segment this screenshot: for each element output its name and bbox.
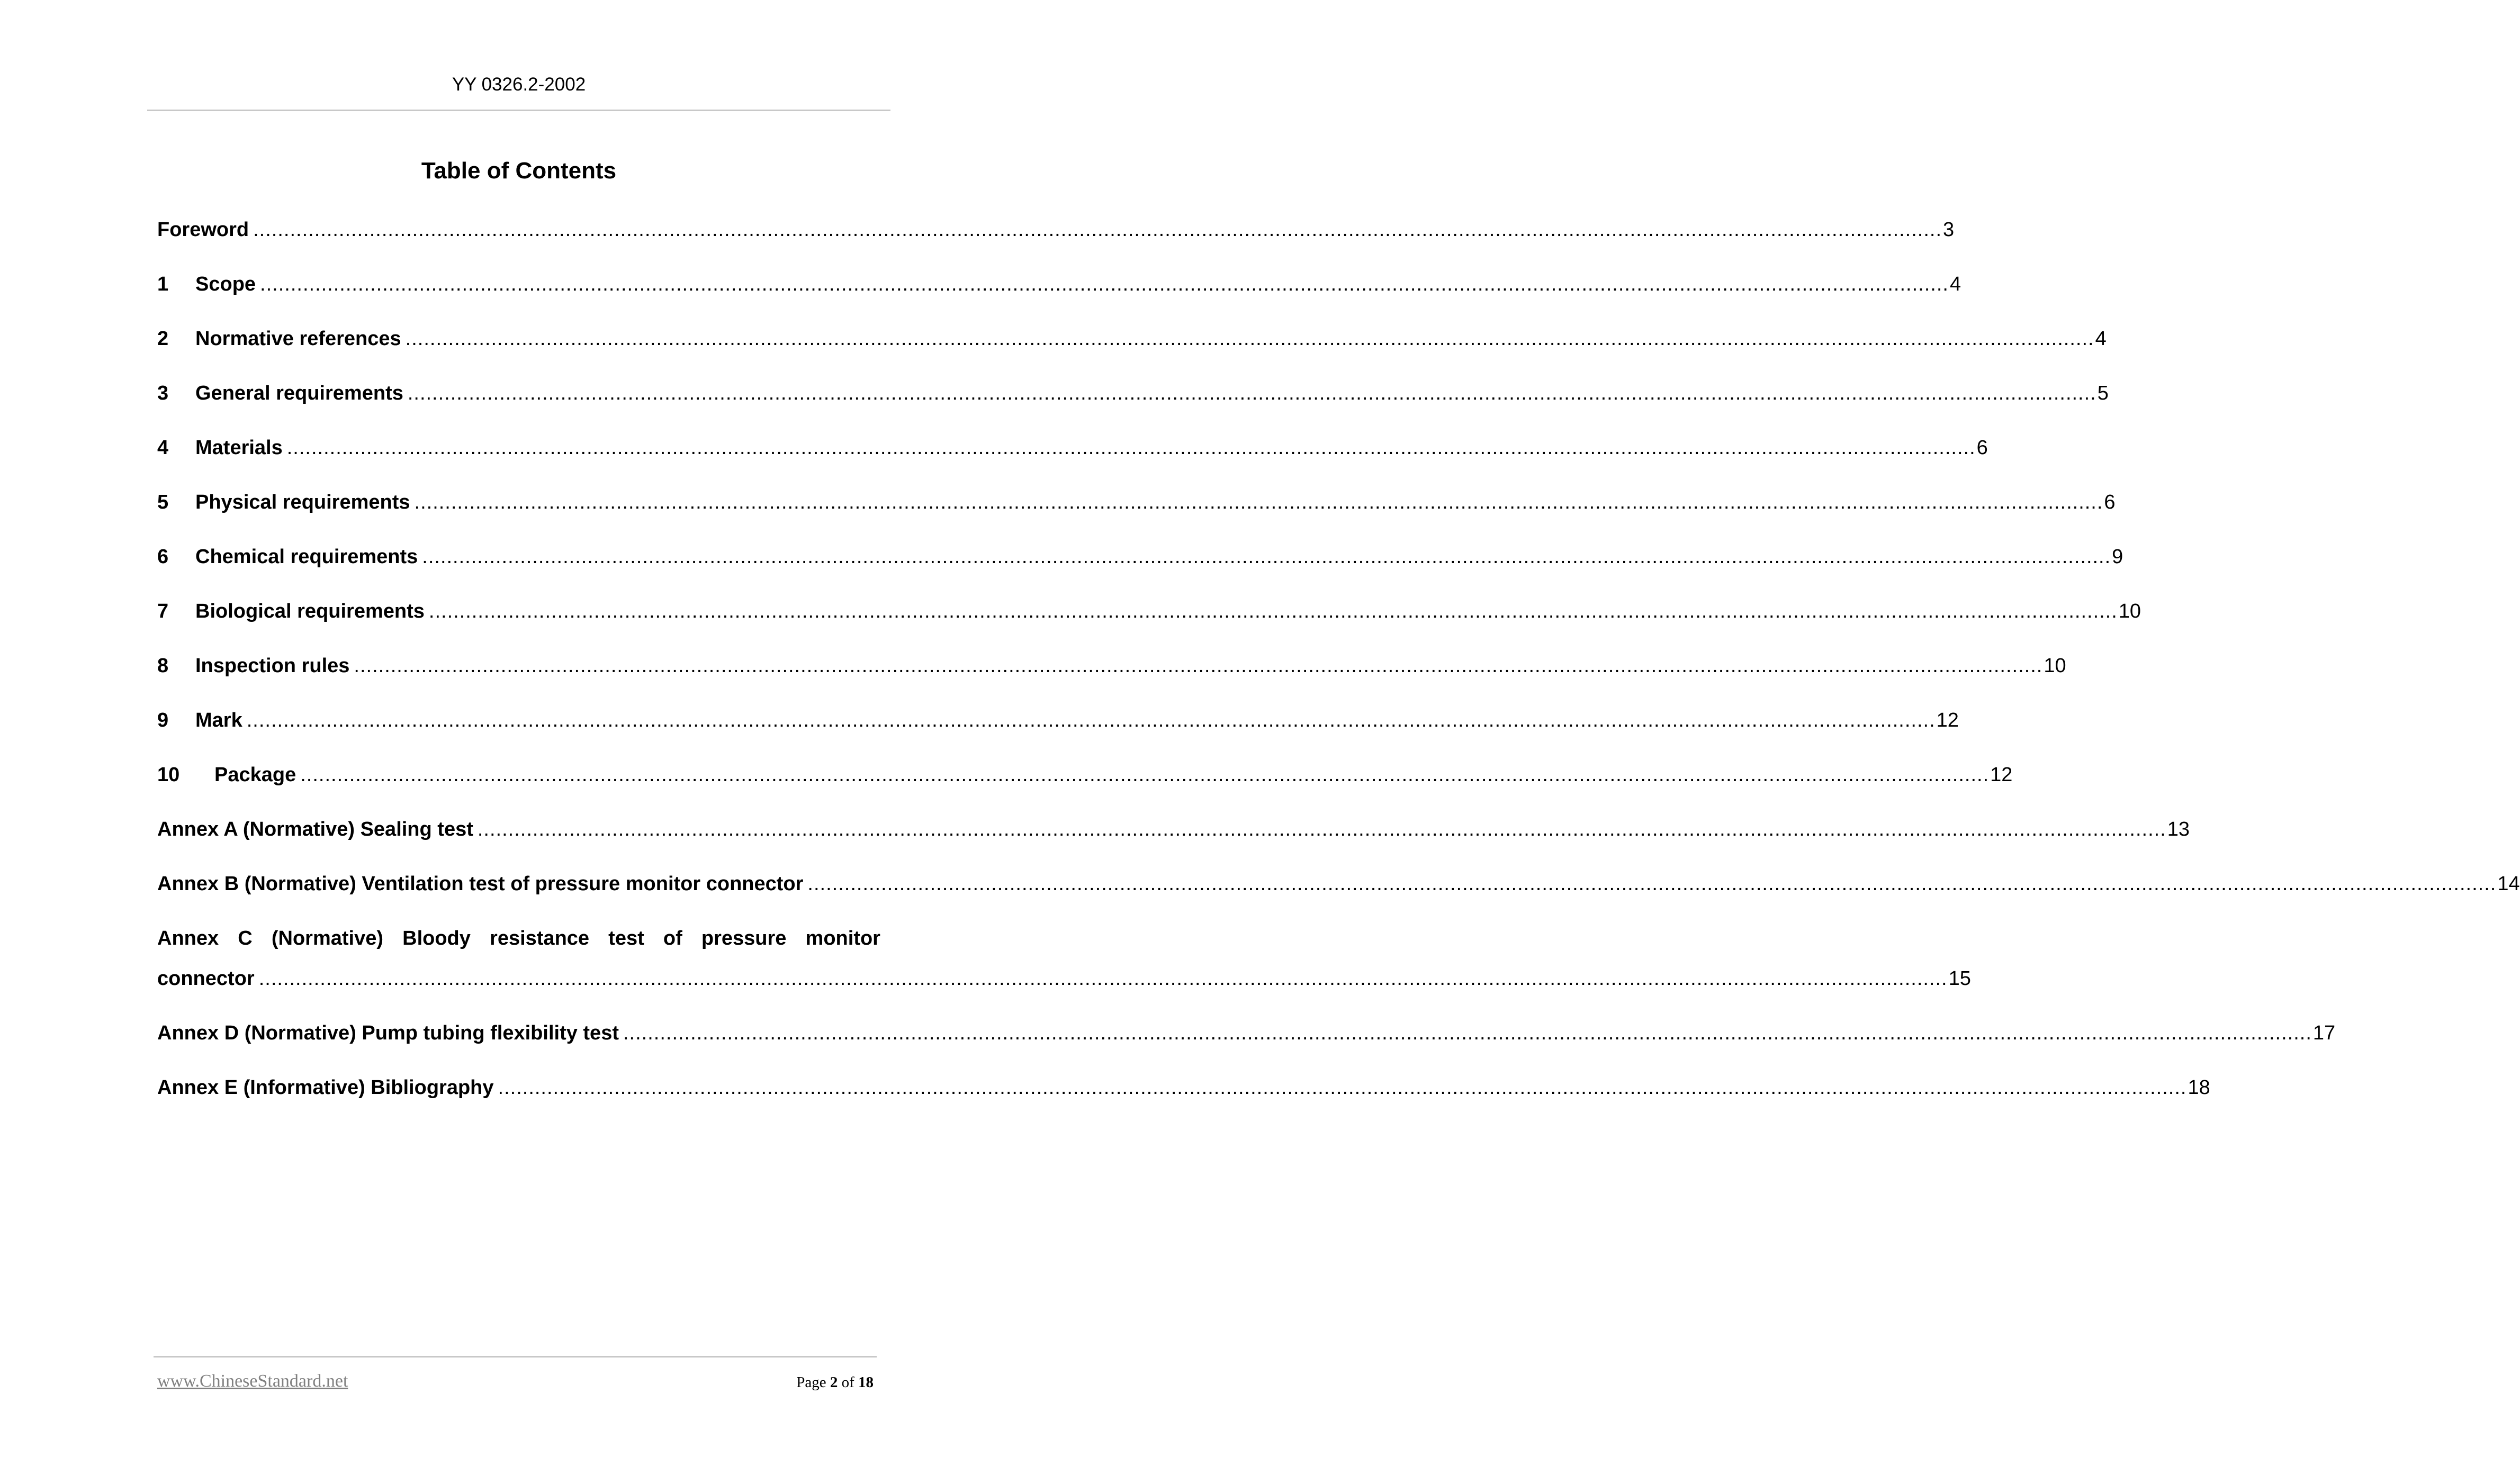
page-indicator [796, 1372, 874, 1393]
page-label: Page [796, 1374, 826, 1391]
toc-dot-leader: .................................................................................................................................................................................................................................................................................... [258, 967, 1948, 990]
footer-divider [154, 1356, 877, 1358]
toc-section-number: 5 [157, 491, 169, 513]
toc-page-number: 12 [1936, 709, 1959, 731]
toc-dot-leader: .................................................................................................................................................................................................................................................................................... [354, 655, 2043, 677]
toc-word: Bloody [402, 927, 471, 949]
toc-dot-leader: .................................................................................................................................................................................................................................................................................... [428, 600, 2118, 622]
toc-entry-label: Annex D (Normative) Pump tubing flexibility test [157, 1022, 619, 1044]
toc-page-number: 12 [1990, 764, 2013, 786]
toc-entry-inspection-rules[interactable] [157, 651, 2066, 681]
toc-dot-leader: .................................................................................................................................................................................................................................................................................... [807, 873, 2497, 895]
toc-word: resistance [490, 927, 590, 949]
toc-entry-label: Materials [195, 437, 283, 459]
toc-entry-annex-a[interactable] [157, 815, 2190, 844]
toc-section-number: 7 [157, 600, 169, 622]
toc-entry-label-line2 [157, 964, 1971, 993]
toc-page-number: 6 [1976, 437, 1988, 459]
toc-page-number: 14 [2497, 873, 2520, 895]
toc-entry-label: Annex B (Normative) Ventilation test of pressure monitor connector [157, 873, 804, 895]
toc-page-number: 3 [1943, 219, 1955, 241]
header-divider [147, 110, 890, 111]
toc-entry-annex-c[interactable] [157, 924, 1971, 990]
document-code-header: YY 0326.2-2002 [452, 74, 586, 95]
toc-dot-leader: .................................................................................................................................................................................................................................................................................... [407, 382, 2096, 404]
toc-entry-label: Package [214, 764, 296, 786]
toc-page-number: 15 [1948, 967, 1971, 990]
toc-entry-materials[interactable] [157, 433, 1988, 463]
toc-entry-foreword[interactable] [157, 215, 1955, 245]
toc-entry-label: Inspection rules [195, 655, 350, 677]
toc-word: monitor [805, 927, 880, 949]
toc-page-number: 6 [2104, 491, 2116, 513]
toc-entry-label: Biological requirements [195, 600, 425, 622]
toc-section-number: 9 [157, 709, 169, 731]
toc-entry-general-requirements[interactable] [157, 378, 2109, 408]
toc-entry-annex-e[interactable] [157, 1073, 2210, 1102]
website-link[interactable]: www.ChineseStandard.net [157, 1371, 348, 1391]
toc-dot-leader: .................................................................................................................................................................................................................................................................................... [246, 709, 1936, 731]
toc-entry-label: Annex A (Normative) Sealing test [157, 818, 473, 840]
toc-entry-label: Normative references [195, 328, 401, 350]
toc-dot-leader: .................................................................................................................................................................................................................................................................................... [422, 546, 2111, 568]
toc-page-number: 5 [2097, 382, 2109, 404]
toc-title: Table of Contents [421, 158, 617, 184]
toc-page-number: 13 [2167, 818, 2190, 840]
toc-entry-mark[interactable] [157, 705, 1959, 735]
page-of-label: of [841, 1374, 854, 1391]
current-page-number: 2 [830, 1374, 838, 1391]
toc-word: test [608, 927, 644, 949]
toc-entry-label: Annex E (Informative) Bibliography [157, 1076, 494, 1099]
toc-dot-leader: .................................................................................................................................................................................................................................................................................... [498, 1076, 2187, 1099]
total-pages-number: 18 [858, 1374, 874, 1391]
toc-page-number: 9 [2112, 546, 2123, 568]
toc-section-number: 3 [157, 382, 169, 404]
toc-entry-label: Foreword [157, 219, 249, 241]
toc-entry-chemical-requirements[interactable] [157, 542, 2123, 572]
toc-dot-leader: .................................................................................................................................................................................................................................................................................... [260, 273, 1949, 295]
toc-entry-annex-b[interactable] [157, 869, 2520, 899]
toc-page-number: 17 [2312, 1022, 2336, 1044]
toc-section-number: 4 [157, 437, 169, 459]
toc-section-number: 8 [157, 655, 169, 677]
toc-dot-leader: .................................................................................................................................................................................................................................................................................... [253, 219, 1942, 241]
toc-page-number: 10 [2044, 655, 2066, 677]
toc-page-number: 10 [2118, 600, 2141, 622]
toc-word: pressure [701, 927, 787, 949]
toc-dot-leader: .................................................................................................................................................................................................................................................................................... [477, 818, 2166, 840]
toc-entry-biological-requirements[interactable] [157, 596, 2141, 626]
toc-page-number: 4 [2095, 328, 2107, 350]
toc-entry-normative-references[interactable] [157, 324, 2107, 354]
toc-entry-label: General requirements [195, 382, 403, 404]
toc-section-number: 10 [157, 764, 180, 786]
toc-entry-label: Chemical requirements [195, 546, 418, 568]
toc-entry-label: Mark [195, 709, 242, 731]
toc-dot-leader: .................................................................................................................................................................................................................................................................................... [405, 328, 2094, 350]
toc-section-number: 6 [157, 546, 169, 568]
toc-entry-physical-requirements[interactable] [157, 487, 2116, 517]
toc-page-number: 18 [2188, 1076, 2210, 1099]
toc-section-number: 2 [157, 328, 169, 350]
toc-page-number: 4 [1949, 273, 1961, 295]
toc-entry-label: Physical requirements [195, 491, 410, 513]
toc-word: Annex [157, 927, 219, 949]
toc-word: (Normative) [271, 927, 383, 949]
toc-entry-annex-d[interactable] [157, 1018, 2336, 1048]
toc-word: of [663, 927, 682, 949]
toc-entry-scope[interactable] [157, 269, 1961, 299]
toc-entry-label-line1 [157, 924, 880, 953]
toc-entry-label: connector [157, 967, 255, 990]
toc-dot-leader: .................................................................................................................................................................................................................................................................................... [414, 491, 2103, 513]
toc-dot-leader: .................................................................................................................................................................................................................................................................................... [286, 437, 1976, 459]
toc-entry-label: Scope [195, 273, 256, 295]
toc-dot-leader: .................................................................................................................................................................................................................................................................................... [623, 1022, 2312, 1044]
toc-dot-leader: .................................................................................................................................................................................................................................................................................... [300, 764, 1990, 786]
toc-entry-package[interactable] [157, 760, 2013, 790]
toc-word: C [238, 927, 253, 949]
toc-section-number: 1 [157, 273, 169, 295]
